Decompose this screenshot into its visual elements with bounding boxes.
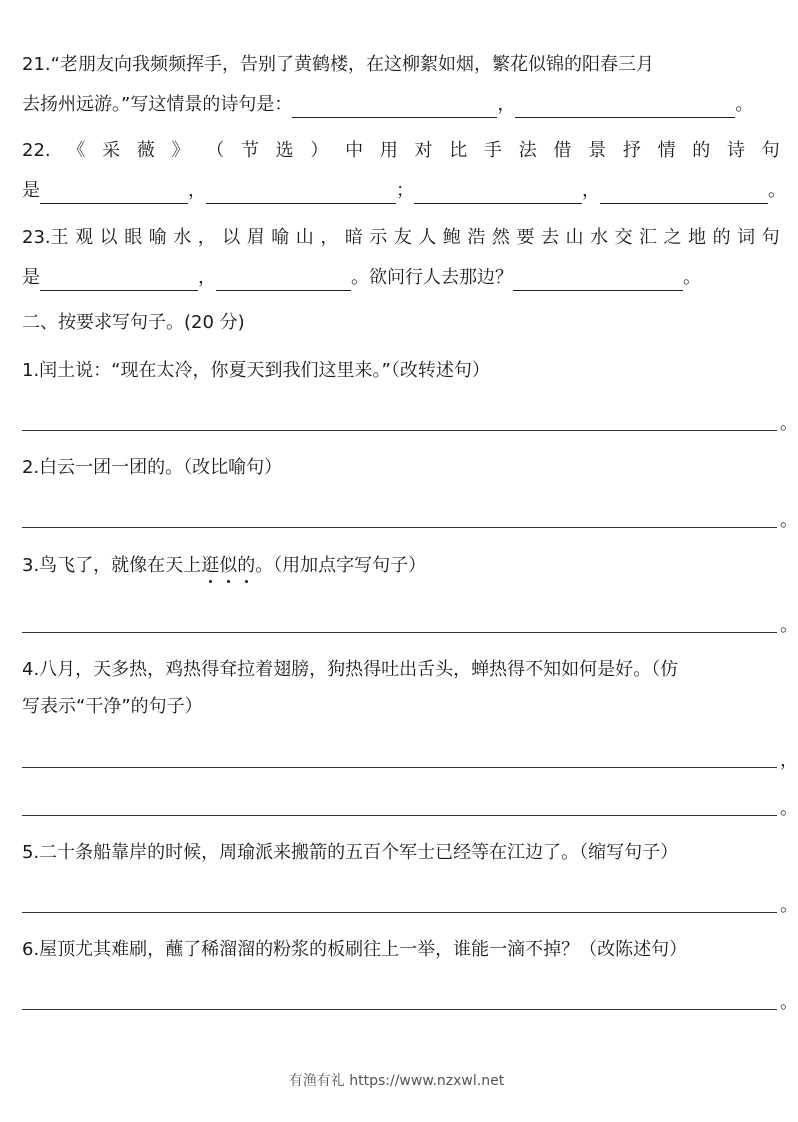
q22-char: 《 — [67, 140, 86, 161]
q22-char: 句 — [761, 140, 780, 161]
q23-blank-3[interactable] — [513, 270, 683, 291]
q23-char: 23.王 — [22, 227, 69, 248]
s3-dotted-char-1: 逛 — [201, 553, 219, 579]
q22-char: 手 — [483, 140, 502, 161]
q23-line2 — [22, 265, 701, 291]
q22-separator-1: ， — [188, 180, 206, 201]
q22-line1 — [22, 138, 780, 164]
q22-char: 选 — [275, 140, 294, 161]
q22-char: 抒 — [622, 140, 641, 161]
q22-blank-3[interactable] — [414, 183, 582, 204]
q23-char: 喻 — [271, 227, 290, 248]
s3-dotted-char-3: 的 — [237, 553, 255, 579]
s3-suffix: 。（用加点字写句子） — [255, 555, 427, 576]
q23-char: 水 — [173, 227, 192, 248]
q22-blank-1[interactable] — [40, 183, 188, 204]
q22-char: 节 — [240, 140, 259, 161]
worksheet-page — [22, 0, 798, 1122]
q22-char: 采 — [102, 140, 121, 161]
q23-char: 然 — [491, 227, 510, 248]
q23-char: 的 — [712, 227, 731, 248]
s6-answer-line[interactable] — [22, 1009, 777, 1010]
q21-blank-2[interactable] — [515, 97, 735, 118]
q23-char: 眼 — [124, 227, 143, 248]
q22-blank-4[interactable] — [600, 183, 768, 204]
q23-char: 交 — [614, 227, 633, 248]
q22-blank-2[interactable] — [206, 183, 396, 204]
q22-char: 对 — [414, 140, 433, 161]
q22-char: 情 — [657, 140, 676, 161]
s5-answer-line[interactable] — [22, 912, 777, 913]
q23-char: 以 — [99, 227, 118, 248]
q23-line1 — [22, 225, 780, 251]
q23-char: 观 — [75, 227, 94, 248]
s5-prompt: 5.二十条船靠岸的时候，周瑜派来搬箭的五百个军士已经等在江边了。（缩写句子） — [22, 842, 679, 863]
q23-char: 地 — [688, 227, 707, 248]
q22-char: 法 — [518, 140, 537, 161]
q22-char: 中 — [345, 140, 364, 161]
q23-char: 鲍 — [442, 227, 461, 248]
q21-separator: ， — [497, 94, 516, 115]
q22-line2 — [22, 178, 786, 204]
q22-period: 。 — [768, 180, 786, 201]
q22-char: 借 — [553, 140, 572, 161]
q23-char: 喻 — [148, 227, 167, 248]
footer-watermark: 有渔有礼 https://www.nzxwl.net — [288, 1073, 505, 1089]
s4-prompt-line1: 4.八月，天多热，鸡热得耷拉着翅膀，狗热得吐出舌头，蝉热得不知如何是好。（仿 — [22, 659, 679, 680]
q23-char: 水 — [589, 227, 608, 248]
section-2-heading: 二、按要求写句子。(20 分) — [22, 312, 245, 333]
q23-char: 以 — [222, 227, 241, 248]
q23-char: ， — [320, 227, 339, 248]
q22-prefix: 是 — [22, 180, 40, 201]
q22-char: 薇 — [136, 140, 155, 161]
q23-char: 要 — [516, 227, 535, 248]
q21-line2 — [22, 92, 753, 118]
s1-prompt: 1.闰土说：“现在太冷，你夏天到我们这里来。”（改转述句） — [22, 360, 490, 381]
q22-separator-2: ； — [396, 180, 414, 201]
s3-prefix: 3.鸟飞了，就像在天上 — [22, 555, 202, 576]
q23-separator: ， — [198, 267, 216, 288]
q22-char: 诗 — [727, 140, 746, 161]
q23-char: 山 — [565, 227, 584, 248]
q23-blank-1[interactable] — [40, 270, 198, 291]
q21-line1: 21.“老朋友向我频频挥手，告别了黄鹤楼，在这柳絮如烟，繁花似锦的阳春三月 — [22, 54, 654, 75]
q21-prompt: 去扬州远游。”写这情景的诗句是： — [22, 94, 293, 115]
s6-period: 。 — [780, 992, 798, 1013]
s4-period: 。 — [780, 798, 798, 819]
q23-blank-2[interactable] — [216, 270, 351, 291]
q23-char: 汇 — [639, 227, 658, 248]
q23-question: 。欲问行人去那边？ — [351, 267, 513, 288]
q23-char: 去 — [540, 227, 559, 248]
q23-period: 。 — [683, 267, 701, 288]
q21-period: 。 — [735, 94, 754, 115]
s2-answer-line[interactable] — [22, 527, 777, 528]
q23-prefix: 是 — [22, 267, 40, 288]
q21-blank-1[interactable] — [292, 97, 497, 118]
s1-answer-line[interactable] — [22, 430, 777, 431]
q22-separator-3: ， — [582, 180, 600, 201]
s4-answer-line-2[interactable] — [22, 815, 777, 816]
q23-char: 眉 — [246, 227, 265, 248]
q22-char: 》 — [171, 140, 190, 161]
q23-char: 之 — [663, 227, 682, 248]
q22-char: 用 — [379, 140, 398, 161]
s3-dotted-char-2: 似 — [219, 553, 237, 579]
q23-char: 词 — [737, 227, 756, 248]
q22-char: （ — [206, 140, 225, 161]
s3-period: 。 — [780, 615, 798, 636]
s6-prompt: 6.屋顶尤其难刷，蘸了稀溜溜的粉浆的板刷往上一举，谁能一滴不掉？（改陈述句） — [22, 939, 688, 960]
s2-prompt: 2.白云一团一团的。（改比喻句） — [22, 457, 283, 478]
q22-char: ） — [310, 140, 329, 161]
q23-char: ， — [197, 227, 216, 248]
q23-char: 示 — [369, 227, 388, 248]
s3-prompt — [22, 553, 426, 579]
s1-period: 。 — [780, 413, 798, 434]
q23-char: 暗 — [344, 227, 363, 248]
s2-period: 。 — [780, 510, 798, 531]
q23-char: 友 — [393, 227, 412, 248]
s4-comma: ， — [780, 750, 798, 771]
s5-period: 。 — [780, 895, 798, 916]
q23-char: 句 — [761, 227, 780, 248]
q22-char: 的 — [692, 140, 711, 161]
q22-char: 22. — [22, 140, 51, 161]
q23-char: 人 — [418, 227, 437, 248]
q23-char: 山 — [295, 227, 314, 248]
q23-char: 浩 — [467, 227, 486, 248]
s3-answer-line[interactable] — [22, 632, 777, 633]
q22-char: 比 — [449, 140, 468, 161]
q22-char: 景 — [588, 140, 607, 161]
s4-prompt-line2: 写表示“干净”的句子） — [22, 696, 203, 717]
s4-answer-line-1[interactable] — [22, 767, 777, 768]
